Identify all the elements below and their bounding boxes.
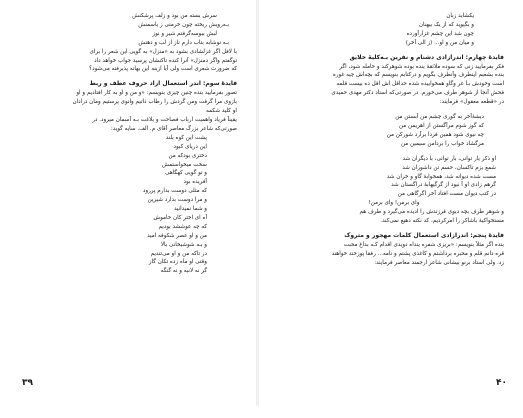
prose-line: با لافل اگر غزلشادی بشود به «منزل» به گویی این شعر را برای	[89, 48, 237, 55]
verse-line: سرش بسته من بود و زلف پرشکنش	[132, 13, 217, 19]
verse-line: وای برمن! وای برمن!	[368, 200, 420, 207]
prose-line: توگفتم واگر دمنزل» آنرا کنده تاکنشان پرسید جواب خواهد داد	[94, 57, 237, 64]
prose-line: بنده بشعیم اینطرف وآنطرف بگویم و درکتابم بنویسم که بچه‌اش چیه غوره	[332, 72, 504, 79]
verse-line: دیشهٔ‌آخر به گوری چشم من آبستن من	[395, 114, 484, 121]
prose-line: بازوی مرا گرفت ومن گردش را رطاب ذاتیم وانوی پرستیم ومان درادان	[72, 99, 237, 106]
verse-line: مست شده دیوانه شد، همخوابهٔ گاو و خران شد	[386, 173, 496, 180]
poem-line: و مرا دوست بدارد شیرین	[147, 197, 207, 204]
poem-line: آه ای اختر کان خاموش	[153, 214, 207, 221]
poem-line: من و او عصر شکوفه امید	[147, 232, 207, 239]
page-number: ۴۰	[496, 378, 507, 388]
section-heading: فایدهٔ پنجم: اندرآزادی استعمال کلمات مهجور و متروک	[344, 231, 504, 239]
poem-line: در تاکه من و او می‌تندیم	[150, 250, 207, 257]
prose-line: فحش آنجا از شوهر طرف می‌خورم. در صورتی‌که استاد دکتر مهدی حمیدی	[331, 90, 504, 97]
poem-line: و تو گویی کهگاهی	[165, 170, 207, 177]
poem-line: پشت این کوه بلند	[165, 134, 207, 141]
prose-line: و شوهر طرف بچه دیوی فرزندش را ادیده می‌گیرد و طرف هم	[359, 209, 504, 216]
right-page	[284, 12, 504, 418]
verse-line: که گوز شوم مرآگستن از اهریمن من	[398, 122, 484, 129]
poem-line: گر نه لانبه و نه گنگه	[160, 268, 207, 275]
prose-line: قره دانم قلم و محبره برداشتم و کاغذی پشتم و نامه... رفقا پوزخند خواهند	[331, 250, 504, 257]
verse-line: شمع بزم تاکسان، حسم تن داشوران شد	[402, 164, 496, 171]
verse-line: او ذکر یار توانی، بار توانی، با دیگران شد	[402, 155, 496, 162]
prose-line: زد. ولی استاد برنو بیشانی شاعر ارجمند معاصر فرمایند:	[374, 259, 504, 266]
verse-line: لبش ببوسه‌گرفتم شیر و نوز	[152, 30, 217, 37]
poem-line: و بگیوید که از یک بیهنان	[418, 21, 474, 28]
section-heading: فایدهٔ چهارم: اندرآزادی دشنام و نفرین بـه‌کلیهٔ خلایق	[349, 53, 504, 61]
poem-line: و بـه شوشیخانی بالا	[160, 241, 207, 248]
verse-line: مرگشاد خواب را بردامن سیمین من	[401, 140, 484, 147]
prose-line: مستخواکیهٔ باشاکر را امرکردیم، کد نکته دهیع نمی‌کند.	[380, 218, 504, 225]
poem-line: که مثلی دوست بدارم پررود	[142, 188, 207, 195]
verse-line: گرهم زادی او آ نیود از گرگیهابهٔ دراگستان شد	[391, 182, 496, 189]
prose-line: یقیناً فریاد واهمیت ارباب فصاحت و بلاغت بـه آسمان میرود. در	[92, 116, 237, 123]
prose-line: است وخودش بـا غر وگاو همخوابیده شده حداقل اش اقل ده بیست قلمه	[336, 81, 504, 88]
left-page	[15, 12, 237, 418]
prose-line: صورتی‌که شاعر بزرگ معاصر آقای م. الف. سایه گوید:	[110, 125, 237, 132]
poem-line: آفریده بود	[183, 179, 207, 186]
poem-line: این دریای کبود	[173, 143, 207, 150]
poem-line: که چه عوششد بودیم	[158, 223, 207, 230]
verse-line: بـه نوشابه بتاب دارم ناز از لب و دهنش	[138, 39, 229, 46]
section-heading: فایدهٔ سوم: اندر استعمال آزاد حروف عطف و ربط	[89, 80, 237, 88]
verse-line: چه نیوی شود همین فردا براَرد شورکن من	[386, 131, 484, 138]
poem-line: وقتی او ماه زده تکان گاز	[148, 259, 207, 266]
prose-line: در «قطعه معقول» فرمایند:	[439, 99, 504, 106]
poem-line: دختری بودکه من	[168, 152, 207, 159]
verse-line: در کتب دیوان مست افتاد آخر اگرگاهی من	[397, 191, 496, 198]
prose-line: که ضرورت شعری است ولی آیا ازینه این بهانه پذیرفته می‌شود؟	[89, 66, 237, 73]
page-number: ۳۹	[22, 378, 33, 388]
verse-line: بـه‌رویش ریخته چون خرمنی ز یاسمنش	[138, 21, 229, 28]
prose-line: بنده اگر مثلاً بنویسم: «بریزی شفره ینداه دویدی اقدام کـه بداغ محبت	[343, 241, 504, 248]
prose-line: فکر بفرمایید زنی که سوده ملائقهٔ بنده بوده شوهرکند و حامله شود، اگر	[339, 63, 504, 70]
poem-line: سخت میخواستمش	[161, 161, 207, 168]
prose-line: تصور بفرمایید بنده چنین چیزی بنویسم: «و من و او به کار افتادیم و او	[76, 90, 237, 97]
book-gutter	[256, 0, 259, 406]
poem-line: یکشاید زبان	[446, 13, 474, 19]
poem-line: و میان من و او... (ز الی آخر)	[405, 39, 474, 46]
poem-line: و شما نمیدانید	[173, 206, 207, 213]
poem-line: چون شد این چشم غزارآورده	[406, 30, 474, 37]
prose-line: او کلید شکمه	[206, 108, 237, 115]
